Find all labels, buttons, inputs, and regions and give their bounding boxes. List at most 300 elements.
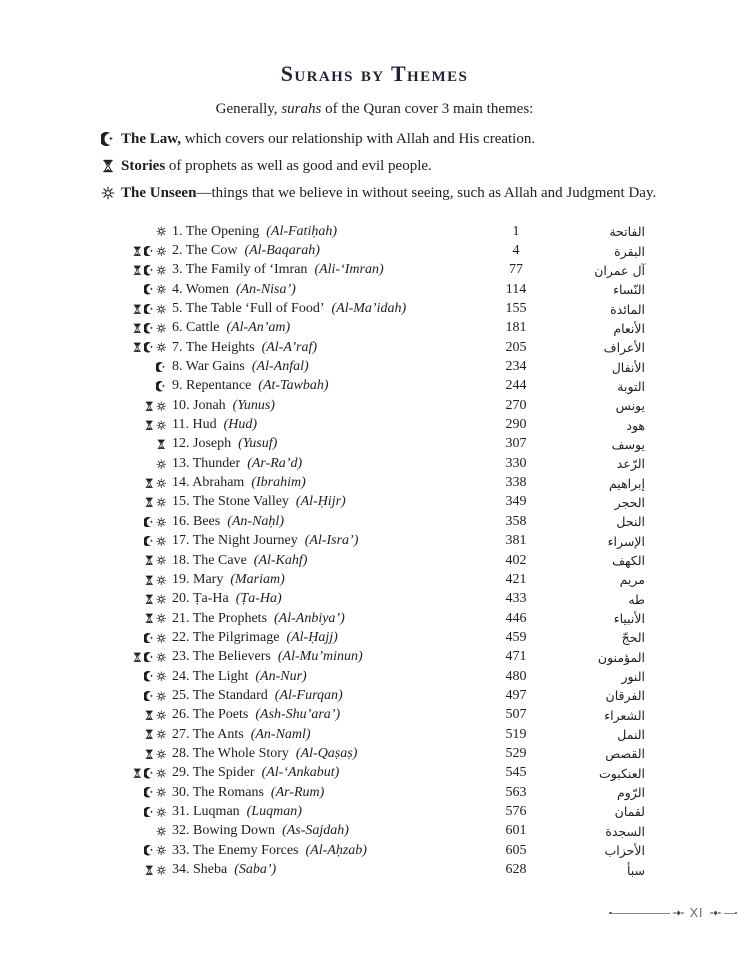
hourglass-icon xyxy=(144,478,155,489)
surah-row xyxy=(100,725,645,744)
crescent-star-icon xyxy=(144,845,155,856)
intro-suffix: of the Quran cover 3 main themes: xyxy=(321,101,534,117)
hourglass-icon xyxy=(144,865,155,876)
surah-page-number: 402 xyxy=(505,552,527,568)
surah-arabic-name: الرّعد xyxy=(616,456,645,472)
surah-arabic-name: لقمان xyxy=(614,804,645,820)
surah-name xyxy=(172,533,492,549)
surah-transliteration: (As-Sajdah) xyxy=(282,823,349,839)
surah-row xyxy=(100,261,645,280)
crescent-star-icon xyxy=(144,807,155,818)
surah-arabic-name: الشعراء xyxy=(604,707,645,723)
surah-number: 24. xyxy=(172,668,190,684)
page-footer xyxy=(609,906,737,920)
surah-transliteration: (Al-Ḥajj) xyxy=(286,629,338,645)
surah-page-number: 338 xyxy=(505,475,527,491)
surah-transliteration: (Al-Ma’idah) xyxy=(331,301,407,317)
surah-name xyxy=(172,301,492,317)
surah-number: 5. xyxy=(172,301,183,317)
surah-transliteration: (Ṭa-Ha) xyxy=(235,591,282,607)
theme-icons xyxy=(100,323,166,334)
surah-name xyxy=(172,669,492,685)
crescent-star-icon xyxy=(144,342,155,353)
surah-name xyxy=(172,475,492,491)
theme-icons xyxy=(100,284,166,295)
surah-name xyxy=(172,804,492,820)
surah-english-name: The Heights xyxy=(185,339,255,355)
surah-row xyxy=(100,435,645,454)
surah-english-name: The Spider xyxy=(192,765,255,781)
surah-transliteration: (Ash-Shu’ara’) xyxy=(255,707,341,723)
surah-row xyxy=(100,280,645,299)
surah-transliteration: (Hud) xyxy=(223,417,258,433)
sun-icon xyxy=(156,865,167,876)
theme-icons xyxy=(100,652,166,663)
surah-number: 7. xyxy=(172,339,183,355)
surah-name xyxy=(172,282,492,298)
surah-transliteration: (An-Nisa’) xyxy=(235,281,296,297)
crescent-star-icon xyxy=(144,768,155,779)
surah-row xyxy=(100,783,645,802)
surah-name xyxy=(172,862,492,878)
surah-english-name: Luqman xyxy=(193,803,240,819)
surah-name xyxy=(172,765,492,781)
theme-icons xyxy=(100,865,166,876)
hourglass-icon xyxy=(132,342,143,353)
surah-name xyxy=(172,224,492,240)
crescent-star-icon xyxy=(144,265,155,276)
surah-page-number: 628 xyxy=(505,862,527,878)
surah-name xyxy=(172,243,492,259)
surah-arabic-name: سبأ xyxy=(626,862,645,878)
surah-arabic-name: التوبة xyxy=(617,378,645,394)
theme-icons xyxy=(100,226,166,237)
hourglass-icon xyxy=(144,555,155,566)
sun-icon xyxy=(156,575,167,586)
theme-icons xyxy=(100,497,166,508)
surah-row xyxy=(100,686,645,705)
crescent-star-icon xyxy=(144,787,155,798)
sun-icon xyxy=(156,826,167,837)
surah-arabic-name: الحجر xyxy=(614,494,645,510)
surah-english-name: Cattle xyxy=(186,320,220,336)
surah-row xyxy=(100,415,645,434)
surah-page-number: 563 xyxy=(505,784,527,800)
surah-page-number: 433 xyxy=(505,591,527,607)
crescent-star-icon xyxy=(101,132,121,146)
surah-transliteration: (Al-Anfal) xyxy=(251,359,309,375)
surah-name xyxy=(172,436,492,452)
surah-arabic-name: الأنبياء xyxy=(613,611,645,627)
surah-english-name: The Standard xyxy=(192,687,268,703)
sun-icon xyxy=(156,691,167,702)
theme-icons xyxy=(100,555,166,566)
surah-arabic-name: مريم xyxy=(619,572,645,588)
crescent-star-icon xyxy=(144,323,155,334)
surah-row xyxy=(100,551,645,570)
theme-icons xyxy=(100,691,166,702)
surah-transliteration: (An-Naḥl) xyxy=(227,513,284,529)
legend-stories-rest: of prophets as well as good and evil people. xyxy=(165,158,432,174)
surah-transliteration: (Ar-Ra’d) xyxy=(247,455,303,471)
crescent-star-icon xyxy=(144,691,155,702)
hourglass-icon xyxy=(144,749,155,760)
surah-english-name: The Family of ‘Imran xyxy=(185,262,308,278)
surah-arabic-name: البقرة xyxy=(614,243,645,259)
surah-transliteration: (At-Tawbah) xyxy=(258,378,329,394)
surah-row xyxy=(100,802,645,821)
hourglass-icon xyxy=(132,768,143,779)
surah-arabic-name: يوسف xyxy=(611,436,645,452)
surah-arabic-name: آل عمران xyxy=(594,262,645,278)
surah-page-number: 155 xyxy=(505,301,527,317)
intro-italic-word: surahs xyxy=(281,101,322,117)
surah-number: 25. xyxy=(172,687,190,703)
surah-english-name: Bowing Down xyxy=(193,823,276,839)
sun-icon xyxy=(101,186,121,200)
theme-icons xyxy=(100,826,166,837)
surah-row xyxy=(100,570,645,589)
sun-icon xyxy=(156,768,167,779)
sun-icon xyxy=(156,246,167,257)
surah-arabic-name: الأنعام xyxy=(613,320,645,336)
surah-transliteration: (Ar-Rum) xyxy=(270,784,325,800)
legend-item-stories xyxy=(101,157,721,176)
surah-number: 22. xyxy=(172,629,190,645)
surah-page-number: 446 xyxy=(505,610,527,626)
surah-transliteration: (Al-Kahf) xyxy=(253,552,308,568)
intro-sentence xyxy=(0,101,749,118)
sun-icon xyxy=(156,787,167,798)
crescent-star-icon xyxy=(144,652,155,663)
hourglass-icon xyxy=(144,575,155,586)
crescent-star-icon xyxy=(144,284,155,295)
sun-icon xyxy=(156,304,167,315)
surah-transliteration: (Al-Qaṣaṣ) xyxy=(295,745,358,761)
surah-page-number: 545 xyxy=(505,765,527,781)
surah-english-name: Repentance xyxy=(186,378,252,394)
surah-arabic-name: الحجّ xyxy=(621,630,645,646)
surah-arabic-name: الفرقان xyxy=(605,688,645,704)
surah-table xyxy=(100,222,645,880)
hourglass-icon xyxy=(101,159,121,173)
surah-name xyxy=(172,320,492,336)
theme-icons xyxy=(100,729,166,740)
surah-name xyxy=(172,785,492,801)
hourglass-icon xyxy=(132,323,143,334)
surah-transliteration: (Ali-‘Imran) xyxy=(314,262,384,278)
crescent-star-icon xyxy=(156,381,167,392)
surah-page-number: 114 xyxy=(505,281,527,297)
surah-row xyxy=(100,860,645,879)
surah-name xyxy=(172,494,492,510)
surah-english-name: The Ants xyxy=(192,726,244,742)
surah-english-name: The Opening xyxy=(185,223,260,239)
surah-english-name: Joseph xyxy=(193,436,232,452)
surah-transliteration: (Al-Aḥzab) xyxy=(305,842,367,858)
surah-name xyxy=(172,611,492,627)
surah-name xyxy=(172,591,492,607)
surah-name xyxy=(172,843,492,859)
sun-icon xyxy=(156,536,167,547)
sun-icon xyxy=(156,555,167,566)
surah-row xyxy=(100,241,645,260)
surah-page-number: 381 xyxy=(505,533,527,549)
hourglass-icon xyxy=(144,401,155,412)
surah-page-number: 349 xyxy=(505,494,527,510)
sun-icon xyxy=(156,671,167,682)
surah-name xyxy=(172,398,492,414)
legend-unseen-bold: The Unseen xyxy=(121,185,197,201)
theme-icons xyxy=(100,478,166,489)
surah-english-name: The Night Journey xyxy=(192,533,298,549)
sun-icon xyxy=(156,478,167,489)
surah-name xyxy=(172,417,492,433)
surah-english-name: Sheba xyxy=(193,862,228,878)
hourglass-icon xyxy=(132,652,143,663)
surah-number: 18. xyxy=(172,552,190,568)
sun-icon xyxy=(156,226,167,237)
hourglass-icon xyxy=(144,420,155,431)
surah-row xyxy=(100,299,645,318)
surah-row xyxy=(100,396,645,415)
surah-transliteration: (Yusuf) xyxy=(238,436,278,452)
sun-icon xyxy=(156,845,167,856)
surah-english-name: The Poets xyxy=(192,707,249,723)
surah-transliteration: (Luqman) xyxy=(246,803,302,819)
surah-page-number: 480 xyxy=(505,668,527,684)
surah-arabic-name: يونس xyxy=(615,398,645,414)
surah-number: 12. xyxy=(172,436,190,452)
surah-transliteration: (Al-Furqan) xyxy=(274,687,343,703)
surah-name xyxy=(172,746,492,762)
page-title: Surahs by Themes xyxy=(280,61,469,86)
surah-english-name: The Cave xyxy=(192,552,247,568)
surah-number: 27. xyxy=(172,726,190,742)
surah-page-number: 270 xyxy=(505,397,527,413)
diamond-ornament-icon xyxy=(709,909,722,917)
surah-arabic-name: الكهف xyxy=(612,553,645,569)
surah-page-number: 601 xyxy=(505,823,527,839)
surah-number: 23. xyxy=(172,649,190,665)
surah-arabic-name: الأعراف xyxy=(603,340,645,356)
surah-english-name: The Stone Valley xyxy=(192,494,289,510)
theme-icons xyxy=(100,845,166,856)
theme-icons xyxy=(100,381,166,392)
surah-transliteration: (Al-Baqarah) xyxy=(244,243,320,259)
sun-icon xyxy=(156,342,167,353)
surah-row xyxy=(100,512,645,531)
surah-row xyxy=(100,706,645,725)
surah-number: 30. xyxy=(172,784,190,800)
legend-item-unseen xyxy=(101,184,721,203)
surah-page-number: 507 xyxy=(505,707,527,723)
crescent-star-icon xyxy=(144,536,155,547)
theme-icons xyxy=(100,671,166,682)
surah-page-number: 471 xyxy=(505,649,527,665)
surah-english-name: The Light xyxy=(192,668,249,684)
surah-number: 6. xyxy=(172,320,183,336)
sun-icon xyxy=(156,265,167,276)
intro-prefix: Generally, xyxy=(215,101,282,117)
theme-icons xyxy=(100,787,166,798)
hourglass-icon xyxy=(144,497,155,508)
surah-number: 16. xyxy=(172,513,190,529)
surah-page-number: 519 xyxy=(505,726,527,742)
crescent-star-icon xyxy=(144,633,155,644)
surah-transliteration: (Al-An’am) xyxy=(226,320,291,336)
theme-icons xyxy=(100,439,166,450)
hourglass-icon xyxy=(132,246,143,257)
surah-arabic-name: هود xyxy=(626,417,645,433)
surah-row xyxy=(100,532,645,551)
surah-row xyxy=(100,628,645,647)
surah-page-number: 529 xyxy=(505,745,527,761)
surah-number: 13. xyxy=(172,455,190,471)
surah-arabic-name: القصص xyxy=(605,746,645,762)
surah-arabic-name: المائدة xyxy=(610,301,645,317)
surah-name xyxy=(172,727,492,743)
footer-rule-right xyxy=(724,913,735,914)
surah-transliteration: (Al-Fatiḥah) xyxy=(266,223,337,239)
surah-arabic-name: النمل xyxy=(617,727,645,743)
sun-icon xyxy=(156,729,167,740)
surah-number: 19. xyxy=(172,571,190,587)
surah-english-name: The Enemy Forces xyxy=(192,842,299,858)
surah-number: 4. xyxy=(172,281,183,297)
surah-english-name: The Believers xyxy=(192,649,271,665)
theme-icons xyxy=(100,304,166,315)
surah-page-number: 234 xyxy=(505,359,527,375)
surah-number: 3. xyxy=(172,262,183,278)
surah-row xyxy=(100,377,645,396)
surah-name xyxy=(172,514,492,530)
diamond-ornament-icon xyxy=(672,909,685,917)
surah-row xyxy=(100,222,645,241)
surah-number: 9. xyxy=(172,378,183,394)
surah-row xyxy=(100,609,645,628)
surah-row xyxy=(100,667,645,686)
sun-icon xyxy=(156,517,167,528)
surah-name xyxy=(172,262,492,278)
theme-icons xyxy=(100,517,166,528)
surah-name xyxy=(172,378,492,394)
surah-row xyxy=(100,454,645,473)
hourglass-icon xyxy=(132,265,143,276)
surah-arabic-name: الأنفال xyxy=(611,359,645,375)
surah-arabic-name: النّساء xyxy=(613,282,645,298)
surah-english-name: The Pilgrimage xyxy=(192,629,280,645)
surah-transliteration: (Saba’) xyxy=(234,862,277,878)
surah-number: 11. xyxy=(172,417,189,433)
surah-english-name: Women xyxy=(185,281,229,297)
surah-row xyxy=(100,338,645,357)
legend-law-text xyxy=(121,130,535,149)
surah-row xyxy=(100,319,645,338)
surah-english-name: The Whole Story xyxy=(192,745,289,761)
surah-page-number: 1 xyxy=(512,223,520,239)
theme-icons xyxy=(100,633,166,644)
surah-page-number: 244 xyxy=(505,378,527,394)
surah-row xyxy=(100,841,645,860)
crescent-star-icon xyxy=(144,304,155,315)
surah-name xyxy=(172,359,492,375)
surah-english-name: Thunder xyxy=(192,455,241,471)
surah-row xyxy=(100,744,645,763)
surah-name xyxy=(172,630,492,646)
surah-page-number: 330 xyxy=(505,455,527,471)
surah-row xyxy=(100,764,645,783)
surah-number: 32. xyxy=(172,823,190,839)
legend-law-bold: The Law, xyxy=(121,131,182,147)
surah-arabic-name: العنكبوت xyxy=(599,765,645,781)
surah-transliteration: (Mariam) xyxy=(230,571,285,587)
surah-page-number: 497 xyxy=(505,687,527,703)
surah-number: 10. xyxy=(172,397,190,413)
surah-english-name: Jonah xyxy=(193,397,226,413)
surah-row xyxy=(100,473,645,492)
footer-rule-left xyxy=(612,913,670,914)
surah-transliteration: (Al-Anbiya’) xyxy=(274,610,345,626)
surah-english-name: The Table ‘Full of Food’ xyxy=(185,301,325,317)
surah-arabic-name: إبراهيم xyxy=(608,475,645,491)
surah-name xyxy=(172,823,492,839)
surah-english-name: War Gains xyxy=(185,359,245,375)
sun-icon xyxy=(156,652,167,663)
theme-icons xyxy=(100,575,166,586)
themes-legend xyxy=(101,130,721,211)
surah-page-number: 4 xyxy=(512,243,520,259)
hourglass-icon xyxy=(132,304,143,315)
surah-english-name: Abraham xyxy=(192,475,245,491)
sun-icon xyxy=(156,613,167,624)
sun-icon xyxy=(156,323,167,334)
sun-icon xyxy=(156,284,167,295)
surah-number: 2. xyxy=(172,243,183,259)
surah-name xyxy=(172,553,492,569)
sun-icon xyxy=(156,594,167,605)
theme-icons xyxy=(100,594,166,605)
surah-name xyxy=(172,456,492,472)
legend-stories-text xyxy=(121,157,432,176)
surah-row xyxy=(100,648,645,667)
theme-icons xyxy=(100,807,166,818)
surah-number: 34. xyxy=(172,862,190,878)
surah-arabic-name: الفاتحة xyxy=(609,224,645,240)
surah-transliteration: (An-Nur) xyxy=(255,668,307,684)
surah-arabic-name: الإسراء xyxy=(607,533,645,549)
surah-number: 8. xyxy=(172,359,183,375)
sun-icon xyxy=(156,420,167,431)
surah-name xyxy=(172,688,492,704)
surah-number: 1. xyxy=(172,223,183,239)
crescent-star-icon xyxy=(144,671,155,682)
surah-row xyxy=(100,822,645,841)
theme-icons xyxy=(100,420,166,431)
surah-transliteration: (Al-Isra’) xyxy=(304,533,359,549)
theme-icons xyxy=(100,459,166,470)
sun-icon xyxy=(156,401,167,412)
surah-page-number: 181 xyxy=(505,320,527,336)
folio-page-number: XI xyxy=(689,906,704,920)
surah-english-name: The Cow xyxy=(185,243,238,259)
surah-number: 20. xyxy=(172,591,190,607)
legend-law-rest: which covers our relationship with Allah and His creation. xyxy=(181,131,536,147)
theme-icons xyxy=(100,401,166,412)
surah-arabic-name: النور xyxy=(621,669,645,685)
surah-number: 17. xyxy=(172,533,190,549)
surah-arabic-name: المؤمنون xyxy=(597,649,645,665)
